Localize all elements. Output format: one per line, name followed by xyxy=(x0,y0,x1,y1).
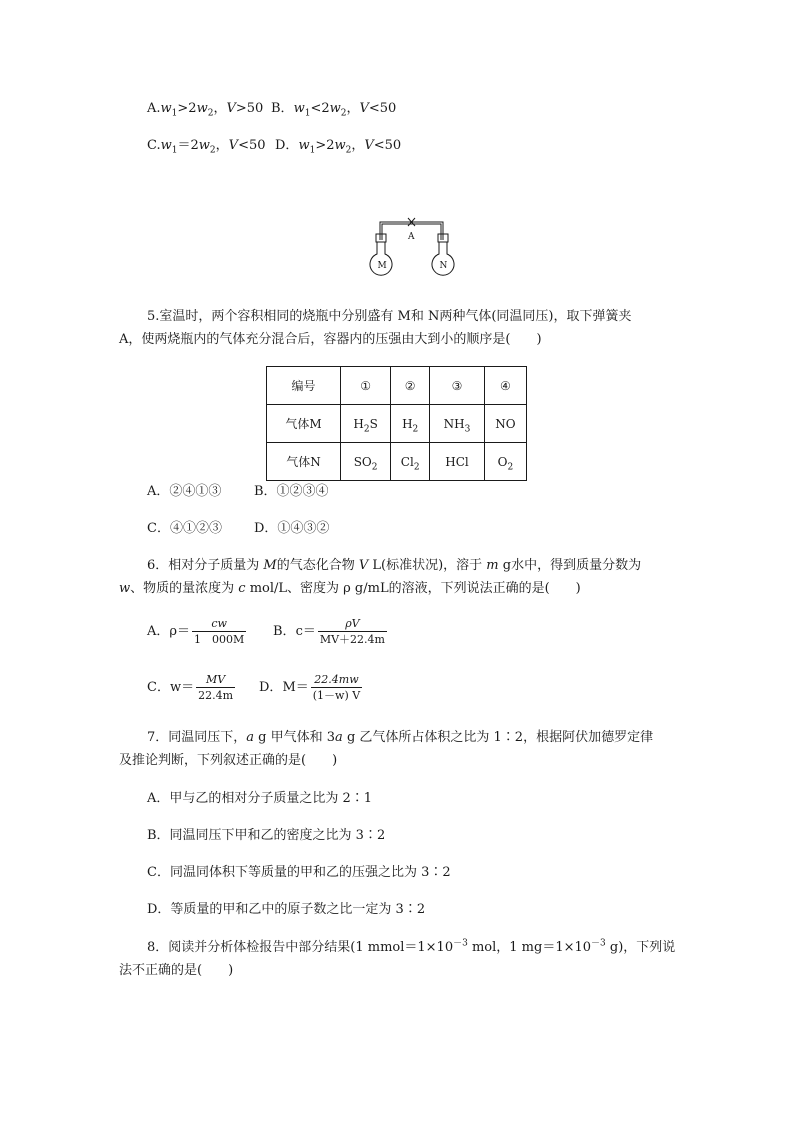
clamp-label: A xyxy=(408,232,415,242)
q5-stem-line2: A，使两烧瓶内的气体充分混合后，容器内的压强由大到小的顺序是( ) xyxy=(119,332,542,347)
q5-option-b: B．①②③④ xyxy=(254,484,329,499)
table-cell: $H_2S$ xyxy=(341,405,391,443)
q7-option-b: B．同温同压下甲和乙的密度之比为 3∶2 xyxy=(147,828,386,843)
row-label: 气体M xyxy=(267,405,341,443)
table-header-cell: ① xyxy=(341,367,391,405)
q7-option-d: D．等质量的甲和乙中的原子数之比一定为 3∶2 xyxy=(147,902,426,917)
q4-option-c: $C.w_1=2w_2$，V<50 xyxy=(147,138,266,156)
table-cell: $H_2$ xyxy=(391,405,430,443)
table-header-cell: ② xyxy=(391,367,430,405)
q7-option-a: A．甲与乙的相对分子质量之比为 2∶1 xyxy=(147,791,373,806)
q6-stem-line2: w、物质的量浓度为 c mol/L、密度为 ρ g/mL的溶液，下列说法正确的是( ) xyxy=(119,581,581,596)
q4-option-a: $A.w_1>2w_2$，V>50 xyxy=(147,101,264,119)
gas-flask-apparatus xyxy=(358,212,468,288)
flask-m-label: M xyxy=(377,261,387,271)
q7-stem-line1: 7．同温同压下，a g 甲气体和 3a g 乙气体所占体积之比为 1∶2，根据阿伏加德罗定律 xyxy=(147,730,654,745)
q6-stem-line1: 6．相对分子质量为 M的气态化合物 V L(标准状况)，溶于 m g水中，得到质量分数为 xyxy=(147,558,642,573)
q6-option-c: C．w＝ $\frac{MV}{22.4m}$ xyxy=(147,673,234,702)
q4-option-b: B．$w_1<2w_2$，V<50 xyxy=(271,101,397,119)
q4-option-d: D．$w_1>2w_2$，V<50 xyxy=(275,138,402,156)
table-cell: NO xyxy=(484,405,526,443)
q8-stem-line1: 8．阅读并分析体检报告中部分结果(1 $mmol=1\times 10^{-3}$ mol，1 $mg=1\times 10^{-3}$ g)，下列说 xyxy=(147,938,676,955)
q6-option-a: A．ρ＝ $\frac{cw}{1 000M}$ xyxy=(147,617,245,646)
q5-option-a: A．②④①③ xyxy=(147,484,222,499)
flask-n-label: N xyxy=(439,261,448,271)
table-row-gas-n xyxy=(267,443,527,481)
q6-option-d: D．M＝ $\frac{22.4mw}{(1-w) V}$ xyxy=(259,673,361,702)
table-cell: $SO_2$ xyxy=(341,443,391,481)
gas-table xyxy=(266,366,527,481)
q6-option-b: B．c＝ $\frac{\rho V}{MV+22.4m}$ xyxy=(273,617,385,646)
q7-stem-line2: 及推论判断，下列叙述正确的是( ) xyxy=(119,753,338,768)
table-cell: $O_2$ xyxy=(484,443,526,481)
stopper-left xyxy=(376,234,386,242)
table-header-row xyxy=(267,367,527,405)
table-row-gas-m xyxy=(267,405,527,443)
q7-option-c: C．同温同体积下等质量的甲和乙的压强之比为 3∶2 xyxy=(147,865,451,880)
q5-option-d: D．①④③② xyxy=(254,521,330,536)
table-header-cell: 编号 xyxy=(267,367,341,405)
table-cell: HCl xyxy=(430,443,485,481)
q5-option-c: C．④①②③ xyxy=(147,521,222,536)
row-label: 气体N xyxy=(267,443,341,481)
table-header-cell: ④ xyxy=(484,367,526,405)
table-cell: $Cl_2$ xyxy=(391,443,430,481)
q8-stem-line2: 法不正确的是( ) xyxy=(119,963,234,978)
apparatus-diagram xyxy=(358,212,468,284)
table-cell: $NH_3$ xyxy=(430,405,485,443)
q5-stem-line1: 5.室温时，两个容积相同的烧瓶中分别盛有 M和 N两种气体(同温同压)，取下弹簧夹 xyxy=(147,309,632,324)
table-header-cell: ③ xyxy=(430,367,485,405)
